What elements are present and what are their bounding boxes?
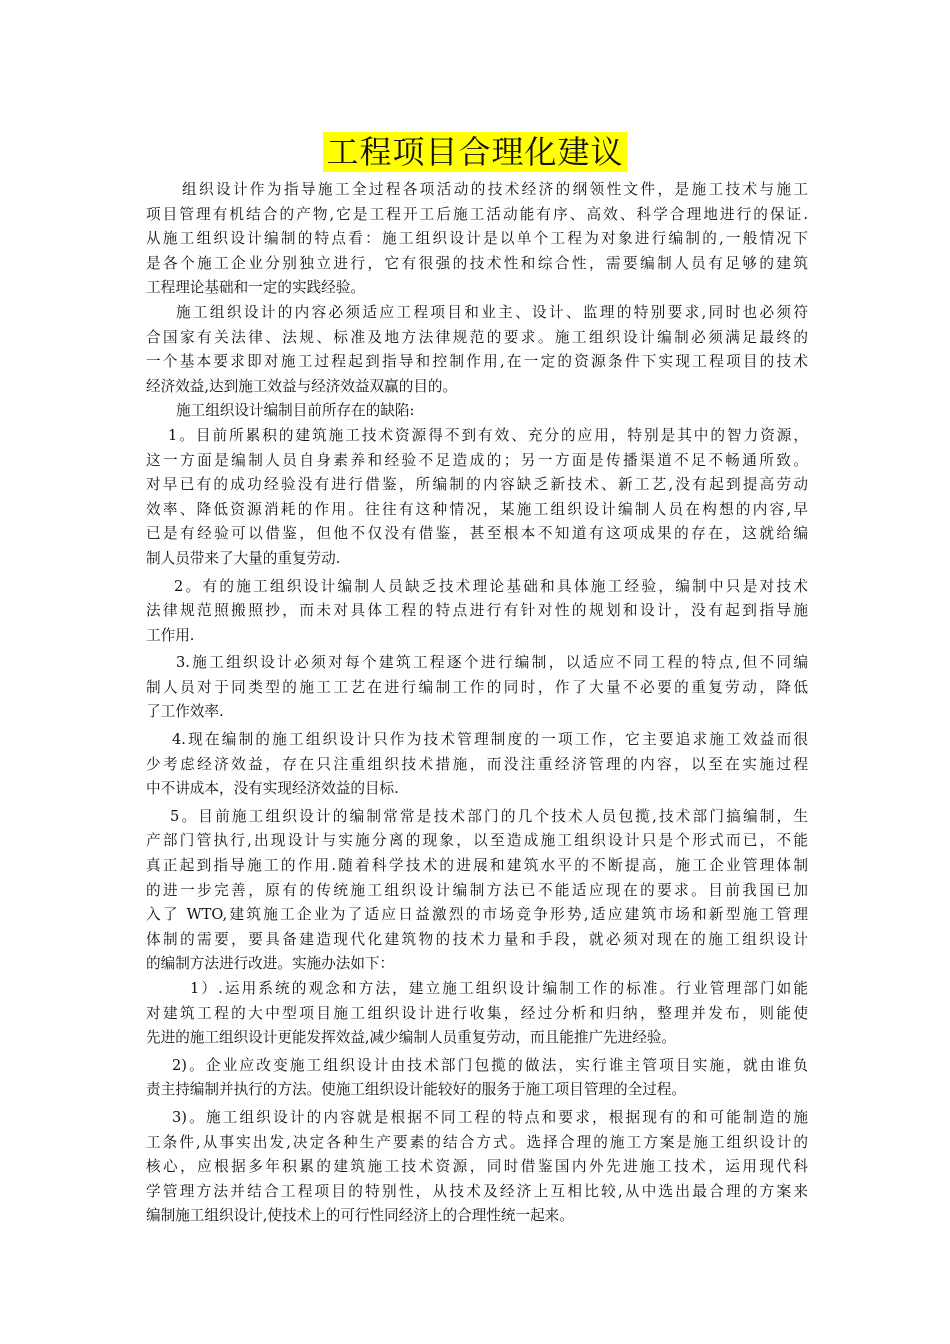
paragraph bbox=[146, 301, 808, 399]
paragraph bbox=[146, 651, 808, 725]
text-line: 经济效益,达到施工效益与经济效益双赢的目的。 bbox=[146, 377, 458, 395]
text-line: 3.施工组织设计必须对每个建筑工程逐个进行编制，以适应不同工程的特点,但不同编 bbox=[176, 654, 808, 672]
text-line: 从施工组织设计编制的特点看：施工组织设计是以单个工程为对象进行编制的,一般情况下 bbox=[146, 230, 808, 248]
paragraph bbox=[146, 1054, 808, 1103]
text-line: 1。目前所累积的建筑施工技术资源得不到有效、充分的应用，特别是其中的智力资源， bbox=[168, 426, 808, 444]
text-line: 少考虑经济效益，存在只注重组织技术措施，而没注重经济管理的内容，以至在实施过程 bbox=[146, 755, 808, 773]
paragraph bbox=[146, 728, 808, 802]
paragraph bbox=[146, 399, 808, 424]
text-line: 的编制方法进行改进。实施办法如下： bbox=[146, 955, 395, 973]
text-line: 工作用. bbox=[146, 626, 195, 644]
text-line: 效率、降低资源消耗的作用。往往有这种情况，某施工组织设计编制人员在构想的内容,早 bbox=[146, 500, 808, 518]
paragraph bbox=[146, 1106, 808, 1229]
text-line: 的进一步完善，原有的传统施工组织设计编制方法已不能适应现在的要求。目前我国已加 bbox=[146, 881, 808, 899]
text-line: 核心，应根据多年积累的建筑施工技术资源，同时借鉴国内外先进施工技术，运用现代科 bbox=[146, 1158, 808, 1176]
title-container bbox=[0, 132, 950, 172]
text-line: 组织设计作为指导施工全过程各项活动的技术经济的纲领性文件，是施工技术与施工 bbox=[182, 181, 808, 198]
paragraph bbox=[146, 178, 808, 301]
text-line: 是各个施工企业分别独立进行，它有很强的技术性和综合性，需要编制人员有足够的建筑 bbox=[146, 254, 808, 272]
text-line: 先进的施工组织设计更能发挥效益,减少编制人员重复劳动，而且能推广先进经验。 bbox=[146, 1029, 677, 1047]
paragraph bbox=[146, 424, 808, 572]
text-line: 了工作效率. bbox=[146, 703, 224, 721]
text-line: 已是有经验可以借鉴，但他不仅没有借鉴，甚至根本不知道有这项成果的存在，这就给编 bbox=[146, 525, 808, 543]
text-line: 编制施工组织设计,使技术上的可行性同经济上的合理性统一起来。 bbox=[146, 1207, 574, 1225]
text-line: 法律规范照搬照抄，而未对具体工程的特点进行有针对性的规划和设计，没有起到指导施 bbox=[146, 602, 808, 620]
paragraph bbox=[146, 805, 808, 977]
text-line: 产部门管执行,出现设计与实施分离的现象，以至造成施工组织设计只是个形式而已，不能 bbox=[146, 832, 808, 850]
text-line: 3)。施工组织设计的内容就是根据不同工程的特点和要求，根据现有的和可能制造的施 bbox=[172, 1108, 808, 1126]
text-line: 工条件,从事实出发,决定各种生产要素的结合方式。选择合理的施工方案是施工组织设计的 bbox=[146, 1133, 808, 1151]
text-line: 工程理论基础和一定的实践经验。 bbox=[146, 279, 365, 297]
text-line: 这一方面是编制人员自身素养和经验不足造成的；另一方面是传播渠道不足不畅通所致。 bbox=[146, 451, 808, 469]
text-line: 施工组织设计的内容必须适应工程项目和业主、设计、监理的特别要求,同时也必须符 bbox=[176, 303, 808, 321]
text-line: 2)。企业应改变施工组织设计由技术部门包揽的做法，实行谁主管项目实施，就由谁负 bbox=[172, 1056, 808, 1074]
text-line: 1）.运用系统的观念和方法，建立施工组织设计编制工作的标准。行业管理部门如能 bbox=[190, 980, 808, 997]
text-line: 学管理方法并结合工程项目的特别性，从技术及经济上互相比较,从中选出最合理的方案来 bbox=[146, 1182, 808, 1200]
text-line: 体制的需要，要具备建造现代化建筑物的技术力量和手段，就必须对现在的施工组织设计 bbox=[146, 930, 808, 948]
document-title: 工程项目合理化建议 bbox=[323, 132, 626, 172]
text-line: 2。有的施工组织设计编制人员缺乏技术理论基础和具体施工经验，编制中只是对技术 bbox=[174, 577, 808, 595]
document-body bbox=[146, 178, 808, 1229]
paragraph bbox=[146, 977, 808, 1051]
text-line: 5。目前施工组织设计的编制常常是技术部门的几个技术人员包揽,技术部门搞编制，生 bbox=[170, 807, 808, 825]
text-line: 对早已有的成功经验没有进行借鉴，所编制的内容缺乏新技术、新工艺,没有起到提高劳动 bbox=[146, 476, 808, 494]
text-line: 合国家有关法律、法规、标准及地方法律规范的要求。施工组织设计编制必须满足最终的 bbox=[146, 328, 808, 346]
text-line: 制人员带来了大量的重复劳动. bbox=[146, 549, 341, 567]
paragraph bbox=[146, 575, 808, 649]
text-line: 一个基本要求即对施工过程起到指导和控制作用,在一定的资源条件下实现工程项目的技术 bbox=[146, 353, 808, 371]
text-line: 施工组织设计编制目前所存在的缺陷: bbox=[176, 402, 415, 420]
text-line: 对建筑工程的大中型项目施工组织设计进行收集，经过分析和归纳，整理并发布，则能使 bbox=[146, 1004, 808, 1022]
text-line: 中不讲成本，没有实现经济效益的目标. bbox=[146, 780, 399, 798]
text-line: 制人员对于同类型的施工工艺在进行编制工作的同时，作了大量不必要的重复劳动，降低 bbox=[146, 678, 808, 696]
text-line: 真正起到指导施工的作用.随着科学技术的进展和建筑水平的不断提高，施工企业管理体制 bbox=[146, 857, 808, 875]
text-line: 入了 WTO,建筑施工企业为了适应日益激烈的市场竞争形势,适应建筑市场和新型施工管理 bbox=[146, 906, 808, 924]
text-line: 责主持编制并执行的方法。使施工组织设计能较好的服务于施工项目管理的全过程。 bbox=[146, 1081, 686, 1099]
text-line: 4.现在编制的施工组织设计只作为技术管理制度的一项工作，它主要追求施工效益而很 bbox=[172, 731, 808, 749]
text-line: 项目管理有机结合的产物,它是工程开工后施工活动能有序、高效、科学合理地进行的保证. bbox=[146, 205, 808, 223]
